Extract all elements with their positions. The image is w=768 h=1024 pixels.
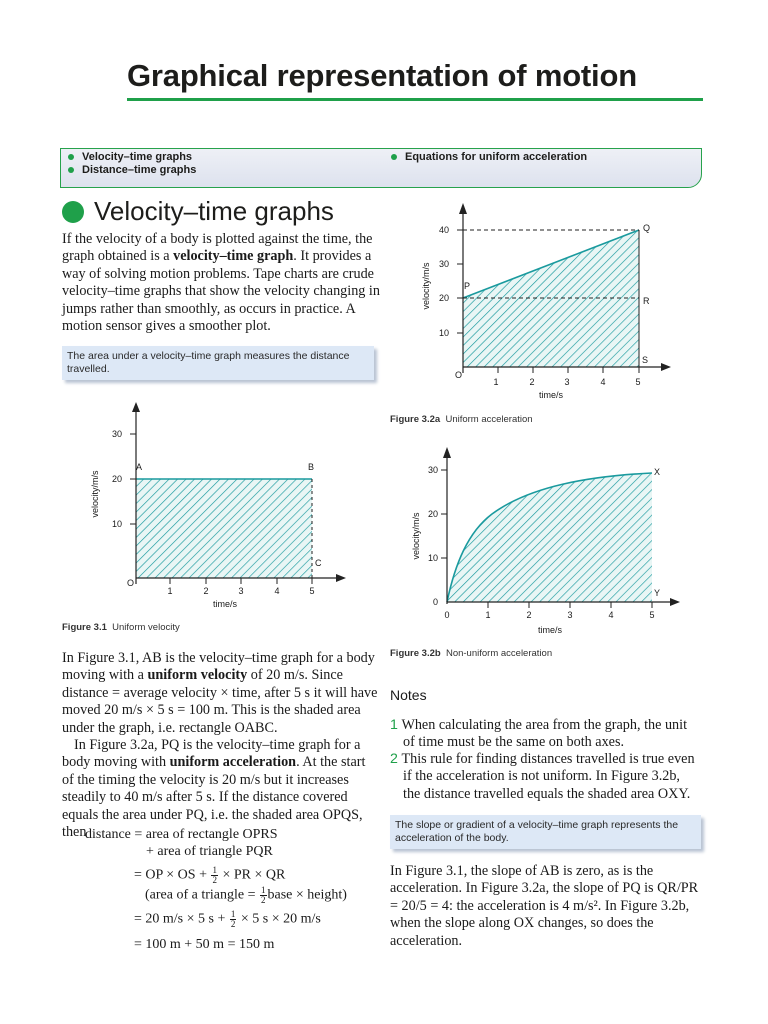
y-ticks <box>428 465 447 607</box>
y-tick-label: 20 <box>427 509 438 519</box>
figure-3-2b-caption: Figure 3.2b Non-uniform acceleration <box>390 648 553 659</box>
y-tick-label: 20 <box>111 474 122 484</box>
y-tick-label: 10 <box>427 553 438 563</box>
section-heading <box>62 196 334 227</box>
shaded-area-opqs <box>463 230 639 367</box>
y-tick-label: 20 <box>438 293 449 303</box>
fraction-half: $\frac{1}{2}$ <box>212 865 217 885</box>
figure-3-2b <box>400 444 682 640</box>
slope-paragraph: In Figure 3.1, the slope of AB is zero, as is the acceleration. In Figure 3.2a, the slope of PQ is QR/PR = 20/5 = 4: the acceleration is 4 m/s². In Figure 3.2b, when the slope along OX changes, so does the acceleration. <box>390 863 699 949</box>
x-ticks <box>167 578 314 596</box>
origin-label: O <box>455 370 463 380</box>
y-tick-label: 10 <box>438 328 449 338</box>
topic-equations[interactable] <box>391 151 587 163</box>
x-tick-label: 5 <box>635 377 641 387</box>
math-line-3: = OP × OS + $\frac{1}{2}$ × PR × QR <box>134 865 286 885</box>
x-ticks <box>444 602 654 620</box>
shaded-area-oabc <box>136 479 312 578</box>
callout-slope: The slope or gradient of a velocity–time graph represents the acceleration of the body. <box>390 815 701 849</box>
x-tick-label: 1 <box>167 586 173 596</box>
x-axis-label: time/s <box>212 599 238 609</box>
topic-velocity-time[interactable] <box>68 151 192 163</box>
y-axis-arrow-icon <box>459 203 467 214</box>
topic-label: Distance–time graphs <box>82 164 197 176</box>
bullet-icon <box>62 201 84 223</box>
point-x-label: X <box>654 467 661 477</box>
point-y-label: Y <box>654 588 661 598</box>
bullet-icon <box>68 154 74 160</box>
x-axis-arrow-icon <box>336 574 346 582</box>
y-tick-label: 10 <box>111 519 122 529</box>
point-s-label: S <box>642 355 649 365</box>
y-axis-label: velocity/m/s <box>411 512 421 560</box>
x-axis-label: time/s <box>538 390 564 400</box>
x-tick-label: 2 <box>526 610 532 620</box>
y-ticks <box>112 429 136 529</box>
y-axis-label: velocity/m/s <box>421 262 431 310</box>
section-heading-text: Velocity–time graphs <box>94 196 334 226</box>
x-axis-arrow-icon <box>670 598 680 606</box>
body-paragraph-uniform-acceleration: In Figure 3.2a, PQ is the velocity–time graph for a body moving with uniform acceleration. At the start of the timing the velocity is 20 m/s but it increases steadily to 40 m/s after 5 s. If the distance covered equals the area under PQ, i.e. the shaded area OPQS, then <box>62 737 366 841</box>
point-c-label: C <box>315 558 322 568</box>
y-tick-label: 30 <box>438 259 449 269</box>
x-tick-label: 2 <box>203 586 209 596</box>
body-paragraph-uniform-velocity: In Figure 3.1, AB is the velocity–time graph for a body moving with a uniform velocity of 20 m/s. Since distance = average velocity × time, after 5 s it will have moved 20 m/s × 5 s = 100 m. This is the shaded area under the graph, i.e. rectangle OABC. <box>62 650 378 736</box>
x-tick-label: 3 <box>567 610 573 620</box>
math-line-2: + area of triangle PQR <box>146 844 273 859</box>
y-ticks <box>439 225 463 338</box>
x-tick-label: 2 <box>529 377 535 387</box>
bullet-icon <box>68 167 74 173</box>
origin-label: O <box>127 578 135 588</box>
topic-label: Velocity–time graphs <box>82 151 193 163</box>
math-line-6: = 100 m + 50 m = 150 m <box>134 937 275 952</box>
figure-3-2a <box>415 198 680 404</box>
x-tick-label: 4 <box>608 610 614 620</box>
x-tick-label: 1 <box>493 377 499 387</box>
topic-label: Equations for uniform acceleration <box>405 151 588 163</box>
note-item-1: 1 When calculating the area from the graph, the unit of time must be the same on both axes. <box>390 717 688 751</box>
x-tick-label: 5 <box>649 610 655 620</box>
shaded-area-oxy <box>447 473 652 602</box>
x-tick-label: 3 <box>564 377 570 387</box>
y-tick-label: 40 <box>438 225 449 235</box>
notes-heading: Notes <box>390 687 427 703</box>
math-line-1: distance = area of rectangle OPRS <box>85 827 278 842</box>
figure-3-2a-caption: Figure 3.2a Uniform acceleration <box>390 414 533 425</box>
y-tick-label: 30 <box>427 465 438 475</box>
y-tick-label: 30 <box>111 429 122 439</box>
callout-area: The area under a velocity–time graph measures the distance travelled. <box>62 346 374 380</box>
bullet-icon <box>391 154 397 160</box>
math-line-5: = 20 m/s × 5 s + $\frac{1}{2}$ × 5 s × 20 m/s <box>134 909 321 929</box>
y-tick-label: 0 <box>432 597 438 607</box>
note-item-2: 2 This rule for finding distances travelled is true even if the acceleration is not uniform. In Figure 3.2b, the distance travelled equals the shaded area OXY. <box>390 751 695 802</box>
title-rule <box>127 98 703 101</box>
x-tick-label: 4 <box>600 377 606 387</box>
x-tick-label: 1 <box>485 610 491 620</box>
y-axis-arrow-icon <box>443 447 451 458</box>
point-a-label: A <box>136 462 143 472</box>
x-axis-label: time/s <box>537 625 563 635</box>
point-b-label: B <box>308 462 315 472</box>
page-title: Graphical representation of motion <box>127 58 637 93</box>
math-line-4: (area of a triangle = $\frac{1}{2}$ base × height) <box>145 885 347 905</box>
x-tick-label: 5 <box>309 586 315 596</box>
fraction-half: $\frac{1}{2}$ <box>261 885 266 905</box>
x-axis-arrow-icon <box>661 363 671 371</box>
point-p-label: P <box>464 281 471 291</box>
point-r-label: R <box>643 296 650 306</box>
y-axis-arrow-icon <box>132 402 140 412</box>
figure-3-1 <box>80 398 350 616</box>
fraction-half: $\frac{1}{2}$ <box>230 909 236 929</box>
x-tick-label: 4 <box>274 586 280 596</box>
intro-paragraph: If the velocity of a body is plotted against the time, the graph obtained is a velocity–time graph. It provides a way of solving motion problems. Tape charts are crude velocity–time graphs that show the velocity changing in jumps rather than smoothly, as occurs in practice. A motion sensor gives a smoother plot. <box>62 231 380 335</box>
x-tick-label: 3 <box>238 586 244 596</box>
topic-distance-time[interactable] <box>68 164 196 176</box>
point-q-label: Q <box>643 223 651 233</box>
x-ticks <box>493 367 640 387</box>
x-tick-label: 0 <box>444 610 450 620</box>
y-axis-label: velocity/m/s <box>90 470 100 518</box>
figure-3-1-caption: Figure 3.1 Uniform velocity <box>62 622 180 633</box>
